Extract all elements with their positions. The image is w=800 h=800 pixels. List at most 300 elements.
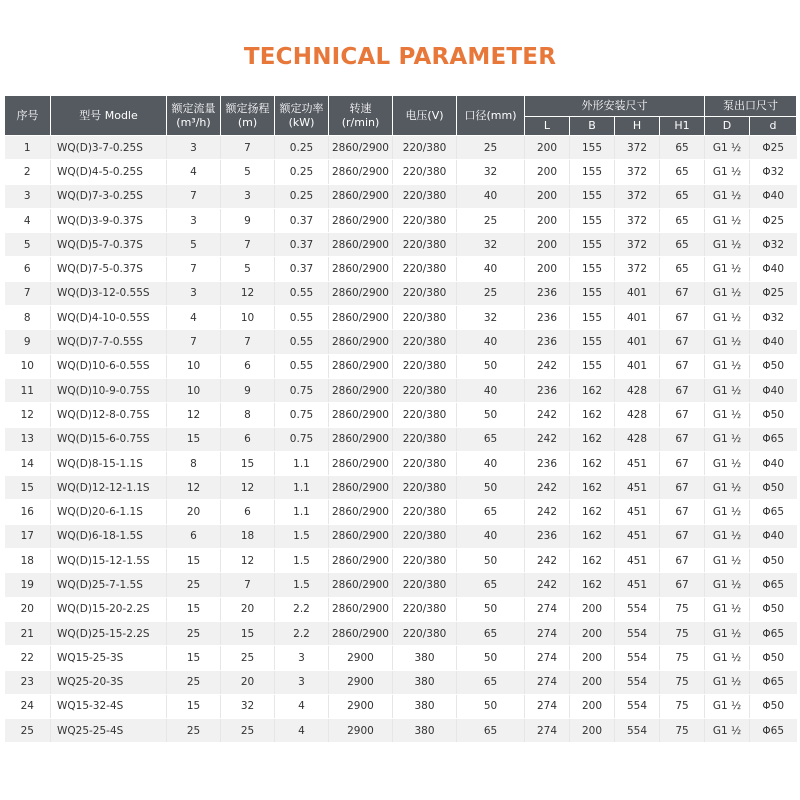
cell-no: 21 [5, 621, 51, 645]
cell-speed: 2860/2900 [329, 257, 393, 281]
cell-no: 12 [5, 403, 51, 427]
cell-h1: 67 [660, 378, 705, 402]
cell-b: 155 [570, 354, 615, 378]
cell-h: 372 [615, 233, 660, 257]
table-row [5, 257, 797, 281]
cell-outlet-d-upper: G1 ½ [705, 330, 750, 354]
cell-outlet-d-lower: Φ40 [750, 451, 797, 475]
cell-l: 236 [525, 378, 570, 402]
cell-outlet-d-upper: G1 ½ [705, 281, 750, 305]
cell-voltage: 220/380 [393, 549, 457, 573]
cell-l: 200 [525, 257, 570, 281]
table-row [5, 670, 797, 694]
cell-caliber: 65 [457, 573, 525, 597]
cell-no: 15 [5, 476, 51, 500]
page-title: TECHNICAL PARAMETER [243, 44, 557, 70]
cell-flow: 15 [167, 597, 221, 621]
cell-model: WQ15-32-4S [51, 694, 167, 718]
cell-l: 236 [525, 281, 570, 305]
cell-outlet-d-lower: Φ65 [750, 573, 797, 597]
cell-model: WQ(D)4-10-0.55S [51, 306, 167, 330]
cell-caliber: 50 [457, 354, 525, 378]
cell-power: 0.37 [275, 257, 329, 281]
cell-flow: 12 [167, 476, 221, 500]
cell-b: 155 [570, 208, 615, 232]
cell-flow: 3 [167, 208, 221, 232]
cell-caliber: 40 [457, 330, 525, 354]
cell-b: 200 [570, 670, 615, 694]
table-row [5, 136, 797, 160]
header-head [221, 96, 275, 136]
cell-head: 12 [221, 549, 275, 573]
cell-power: 0.75 [275, 378, 329, 402]
cell-model: WQ(D)3-12-0.55S [51, 281, 167, 305]
cell-model: WQ(D)15-20-2.2S [51, 597, 167, 621]
cell-caliber: 40 [457, 257, 525, 281]
cell-speed: 2860/2900 [329, 621, 393, 645]
cell-head: 32 [221, 694, 275, 718]
cell-speed: 2860/2900 [329, 184, 393, 208]
table-row [5, 621, 797, 645]
cell-power: 0.37 [275, 208, 329, 232]
cell-caliber: 65 [457, 719, 525, 743]
header-voltage: 电压(V) [393, 96, 457, 136]
cell-l: 200 [525, 233, 570, 257]
cell-no: 2 [5, 160, 51, 184]
cell-no: 18 [5, 549, 51, 573]
cell-outlet-d-lower: Φ25 [750, 208, 797, 232]
cell-flow: 15 [167, 427, 221, 451]
cell-h1: 67 [660, 451, 705, 475]
cell-speed: 2860/2900 [329, 136, 393, 160]
cell-power: 2.2 [275, 597, 329, 621]
cell-head: 7 [221, 233, 275, 257]
cell-flow: 5 [167, 233, 221, 257]
cell-speed: 2860/2900 [329, 573, 393, 597]
cell-l: 242 [525, 403, 570, 427]
cell-caliber: 65 [457, 670, 525, 694]
cell-head: 18 [221, 524, 275, 548]
cell-speed: 2860/2900 [329, 306, 393, 330]
cell-b: 162 [570, 451, 615, 475]
cell-no: 11 [5, 378, 51, 402]
cell-model: WQ15-25-3S [51, 646, 167, 670]
header-caliber: 口径(mm) [457, 96, 525, 136]
cell-voltage: 220/380 [393, 524, 457, 548]
cell-h1: 75 [660, 646, 705, 670]
cell-outlet-d-lower: Φ65 [750, 670, 797, 694]
cell-flow: 10 [167, 378, 221, 402]
cell-speed: 2860/2900 [329, 330, 393, 354]
cell-h1: 67 [660, 573, 705, 597]
cell-flow: 15 [167, 549, 221, 573]
cell-caliber: 32 [457, 160, 525, 184]
table-row [5, 573, 797, 597]
cell-h: 554 [615, 621, 660, 645]
cell-power: 3 [275, 670, 329, 694]
cell-outlet-d-lower: Φ32 [750, 306, 797, 330]
cell-h1: 67 [660, 476, 705, 500]
cell-model: WQ(D)25-15-2.2S [51, 621, 167, 645]
cell-h: 372 [615, 160, 660, 184]
header-outlet-d-upper: D [705, 117, 750, 136]
cell-outlet-d-lower: Φ50 [750, 354, 797, 378]
cell-outlet-d-lower: Φ50 [750, 646, 797, 670]
cell-voltage: 220/380 [393, 136, 457, 160]
cell-outlet-d-lower: Φ50 [750, 694, 797, 718]
header-outlet-d-lower: d [750, 117, 797, 136]
cell-caliber: 65 [457, 427, 525, 451]
cell-b: 155 [570, 281, 615, 305]
cell-no: 3 [5, 184, 51, 208]
cell-outlet-d-upper: G1 ½ [705, 573, 750, 597]
cell-h1: 67 [660, 330, 705, 354]
cell-h1: 65 [660, 136, 705, 160]
table-header [5, 96, 797, 136]
cell-h1: 67 [660, 306, 705, 330]
cell-no: 25 [5, 719, 51, 743]
cell-speed: 2860/2900 [329, 427, 393, 451]
cell-h: 554 [615, 646, 660, 670]
cell-model: WQ(D)5-7-0.37S [51, 233, 167, 257]
cell-flow: 20 [167, 500, 221, 524]
cell-h: 428 [615, 403, 660, 427]
cell-h: 554 [615, 670, 660, 694]
cell-outlet-d-lower: Φ40 [750, 330, 797, 354]
cell-head: 6 [221, 427, 275, 451]
cell-h1: 67 [660, 500, 705, 524]
cell-head: 3 [221, 184, 275, 208]
cell-h1: 67 [660, 354, 705, 378]
cell-caliber: 25 [457, 136, 525, 160]
cell-voltage: 220/380 [393, 160, 457, 184]
cell-model: WQ(D)20-6-1.1S [51, 500, 167, 524]
cell-h1: 65 [660, 160, 705, 184]
cell-head: 5 [221, 160, 275, 184]
cell-head: 15 [221, 621, 275, 645]
cell-voltage: 220/380 [393, 597, 457, 621]
cell-caliber: 25 [457, 208, 525, 232]
cell-voltage: 220/380 [393, 257, 457, 281]
cell-h1: 75 [660, 621, 705, 645]
cell-outlet-d-lower: Φ25 [750, 136, 797, 160]
cell-outlet-d-upper: G1 ½ [705, 451, 750, 475]
cell-caliber: 65 [457, 621, 525, 645]
cell-head: 20 [221, 597, 275, 621]
header-dims-h: H [615, 117, 660, 136]
cell-power: 0.75 [275, 427, 329, 451]
cell-head: 9 [221, 378, 275, 402]
header-power-line2: (kW) [288, 115, 315, 129]
cell-b: 155 [570, 184, 615, 208]
cell-power: 4 [275, 694, 329, 718]
cell-no: 1 [5, 136, 51, 160]
cell-h: 554 [615, 719, 660, 743]
cell-caliber: 32 [457, 306, 525, 330]
cell-h: 372 [615, 184, 660, 208]
cell-model: WQ(D)12-8-0.75S [51, 403, 167, 427]
cell-outlet-d-lower: Φ32 [750, 233, 797, 257]
cell-model: WQ(D)7-3-0.25S [51, 184, 167, 208]
cell-model: WQ(D)4-5-0.25S [51, 160, 167, 184]
cell-b: 155 [570, 136, 615, 160]
table-row [5, 694, 797, 718]
cell-model: WQ(D)10-6-0.55S [51, 354, 167, 378]
cell-power: 0.75 [275, 403, 329, 427]
cell-head: 5 [221, 257, 275, 281]
cell-caliber: 40 [457, 451, 525, 475]
header-no: 序号 [5, 96, 51, 136]
table-row [5, 378, 797, 402]
cell-outlet-d-upper: G1 ½ [705, 354, 750, 378]
cell-speed: 2860/2900 [329, 281, 393, 305]
cell-model: WQ(D)8-15-1.1S [51, 451, 167, 475]
cell-caliber: 50 [457, 476, 525, 500]
cell-model: WQ(D)12-12-1.1S [51, 476, 167, 500]
table-body [5, 136, 797, 743]
cell-head: 10 [221, 306, 275, 330]
cell-outlet-d-lower: Φ65 [750, 500, 797, 524]
cell-l: 236 [525, 306, 570, 330]
cell-speed: 2860/2900 [329, 500, 393, 524]
cell-no: 14 [5, 451, 51, 475]
cell-no: 4 [5, 208, 51, 232]
cell-power: 2.2 [275, 621, 329, 645]
cell-head: 25 [221, 646, 275, 670]
cell-h: 428 [615, 378, 660, 402]
cell-flow: 25 [167, 621, 221, 645]
cell-speed: 2860/2900 [329, 233, 393, 257]
cell-b: 162 [570, 476, 615, 500]
cell-power: 1.5 [275, 573, 329, 597]
cell-no: 20 [5, 597, 51, 621]
cell-flow: 10 [167, 354, 221, 378]
cell-b: 162 [570, 403, 615, 427]
cell-h: 554 [615, 694, 660, 718]
cell-voltage: 220/380 [393, 621, 457, 645]
cell-speed: 2860/2900 [329, 549, 393, 573]
cell-flow: 4 [167, 306, 221, 330]
cell-head: 12 [221, 476, 275, 500]
cell-outlet-d-upper: G1 ½ [705, 597, 750, 621]
cell-outlet-d-lower: Φ40 [750, 257, 797, 281]
cell-no: 7 [5, 281, 51, 305]
cell-speed: 2860/2900 [329, 451, 393, 475]
cell-power: 0.25 [275, 160, 329, 184]
cell-power: 1.5 [275, 524, 329, 548]
cell-speed: 2860/2900 [329, 403, 393, 427]
cell-power: 1.1 [275, 500, 329, 524]
table-row [5, 500, 797, 524]
cell-head: 8 [221, 403, 275, 427]
cell-flow: 25 [167, 670, 221, 694]
cell-outlet-d-upper: G1 ½ [705, 621, 750, 645]
cell-voltage: 220/380 [393, 208, 457, 232]
cell-outlet-d-lower: Φ65 [750, 427, 797, 451]
technical-parameter-table [4, 95, 797, 743]
cell-flow: 7 [167, 184, 221, 208]
cell-voltage: 380 [393, 694, 457, 718]
cell-flow: 7 [167, 257, 221, 281]
cell-no: 10 [5, 354, 51, 378]
cell-flow: 15 [167, 694, 221, 718]
cell-b: 155 [570, 233, 615, 257]
cell-outlet-d-lower: Φ50 [750, 403, 797, 427]
cell-b: 162 [570, 427, 615, 451]
header-flow [167, 96, 221, 136]
cell-l: 236 [525, 330, 570, 354]
cell-voltage: 220/380 [393, 330, 457, 354]
cell-head: 6 [221, 354, 275, 378]
table-row [5, 646, 797, 670]
cell-h1: 65 [660, 233, 705, 257]
cell-flow: 7 [167, 330, 221, 354]
cell-voltage: 220/380 [393, 281, 457, 305]
table-row [5, 208, 797, 232]
cell-model: WQ25-20-3S [51, 670, 167, 694]
cell-flow: 15 [167, 646, 221, 670]
cell-h1: 65 [660, 257, 705, 281]
cell-speed: 2860/2900 [329, 378, 393, 402]
cell-speed: 2860/2900 [329, 208, 393, 232]
cell-flow: 25 [167, 719, 221, 743]
cell-b: 155 [570, 306, 615, 330]
cell-outlet-d-upper: G1 ½ [705, 233, 750, 257]
header-model: 型号 Modle [51, 96, 167, 136]
cell-outlet-d-upper: G1 ½ [705, 208, 750, 232]
table-row [5, 524, 797, 548]
cell-flow: 3 [167, 281, 221, 305]
cell-outlet-d-upper: G1 ½ [705, 500, 750, 524]
cell-no: 9 [5, 330, 51, 354]
cell-outlet-d-lower: Φ65 [750, 621, 797, 645]
header-dims: 外形安装尺寸 [525, 96, 705, 117]
cell-h1: 65 [660, 208, 705, 232]
header-flow-line2: (m³/h) [176, 115, 211, 129]
cell-voltage: 220/380 [393, 233, 457, 257]
table-row [5, 549, 797, 573]
cell-voltage: 220/380 [393, 403, 457, 427]
cell-speed: 2900 [329, 646, 393, 670]
cell-power: 0.25 [275, 184, 329, 208]
header-speed-line2: (r/min) [341, 115, 380, 129]
cell-speed: 2860/2900 [329, 354, 393, 378]
cell-outlet-d-lower: Φ40 [750, 184, 797, 208]
cell-outlet-d-upper: G1 ½ [705, 378, 750, 402]
cell-h: 401 [615, 281, 660, 305]
cell-no: 24 [5, 694, 51, 718]
cell-h1: 65 [660, 184, 705, 208]
cell-outlet-d-upper: G1 ½ [705, 184, 750, 208]
table-row [5, 451, 797, 475]
header-power [275, 96, 329, 136]
cell-outlet-d-lower: Φ65 [750, 719, 797, 743]
cell-power: 1.1 [275, 476, 329, 500]
cell-h1: 67 [660, 427, 705, 451]
cell-b: 162 [570, 549, 615, 573]
cell-l: 242 [525, 427, 570, 451]
cell-power: 4 [275, 719, 329, 743]
cell-speed: 2860/2900 [329, 524, 393, 548]
cell-b: 200 [570, 694, 615, 718]
cell-outlet-d-lower: Φ50 [750, 476, 797, 500]
cell-model: WQ(D)15-6-0.75S [51, 427, 167, 451]
cell-power: 0.55 [275, 330, 329, 354]
cell-head: 7 [221, 330, 275, 354]
cell-speed: 2900 [329, 719, 393, 743]
cell-l: 274 [525, 670, 570, 694]
cell-speed: 2860/2900 [329, 160, 393, 184]
cell-power: 3 [275, 646, 329, 670]
cell-voltage: 380 [393, 719, 457, 743]
cell-caliber: 65 [457, 500, 525, 524]
cell-outlet-d-lower: Φ40 [750, 378, 797, 402]
cell-h: 372 [615, 136, 660, 160]
cell-model: WQ(D)15-12-1.5S [51, 549, 167, 573]
cell-head: 7 [221, 573, 275, 597]
cell-b: 200 [570, 621, 615, 645]
header-speed-line1: 转速 [349, 101, 372, 115]
cell-speed: 2900 [329, 694, 393, 718]
cell-head: 20 [221, 670, 275, 694]
cell-voltage: 220/380 [393, 354, 457, 378]
cell-h1: 75 [660, 694, 705, 718]
cell-voltage: 220/380 [393, 476, 457, 500]
cell-caliber: 50 [457, 403, 525, 427]
cell-outlet-d-upper: G1 ½ [705, 694, 750, 718]
header-speed [329, 96, 393, 136]
cell-model: WQ(D)3-7-0.25S [51, 136, 167, 160]
cell-power: 0.37 [275, 233, 329, 257]
cell-outlet-d-upper: G1 ½ [705, 160, 750, 184]
cell-h: 451 [615, 573, 660, 597]
cell-flow: 3 [167, 136, 221, 160]
cell-h1: 75 [660, 719, 705, 743]
header-dims-l: L [525, 117, 570, 136]
cell-h: 451 [615, 451, 660, 475]
cell-caliber: 25 [457, 281, 525, 305]
cell-b: 162 [570, 524, 615, 548]
cell-no: 16 [5, 500, 51, 524]
cell-h1: 75 [660, 670, 705, 694]
cell-speed: 2860/2900 [329, 476, 393, 500]
cell-head: 25 [221, 719, 275, 743]
cell-voltage: 220/380 [393, 378, 457, 402]
cell-outlet-d-upper: G1 ½ [705, 670, 750, 694]
cell-h: 401 [615, 306, 660, 330]
cell-power: 0.25 [275, 136, 329, 160]
cell-voltage: 380 [393, 670, 457, 694]
cell-flow: 8 [167, 451, 221, 475]
cell-l: 200 [525, 208, 570, 232]
cell-l: 242 [525, 549, 570, 573]
cell-caliber: 40 [457, 524, 525, 548]
table-row [5, 330, 797, 354]
cell-model: WQ(D)3-9-0.37S [51, 208, 167, 232]
cell-outlet-d-lower: Φ40 [750, 524, 797, 548]
cell-outlet-d-upper: G1 ½ [705, 257, 750, 281]
table-row [5, 354, 797, 378]
cell-l: 200 [525, 184, 570, 208]
cell-outlet-d-upper: G1 ½ [705, 476, 750, 500]
cell-caliber: 50 [457, 597, 525, 621]
table-row [5, 719, 797, 743]
cell-l: 274 [525, 719, 570, 743]
table-row [5, 427, 797, 451]
cell-b: 155 [570, 160, 615, 184]
cell-flow: 6 [167, 524, 221, 548]
cell-voltage: 220/380 [393, 451, 457, 475]
